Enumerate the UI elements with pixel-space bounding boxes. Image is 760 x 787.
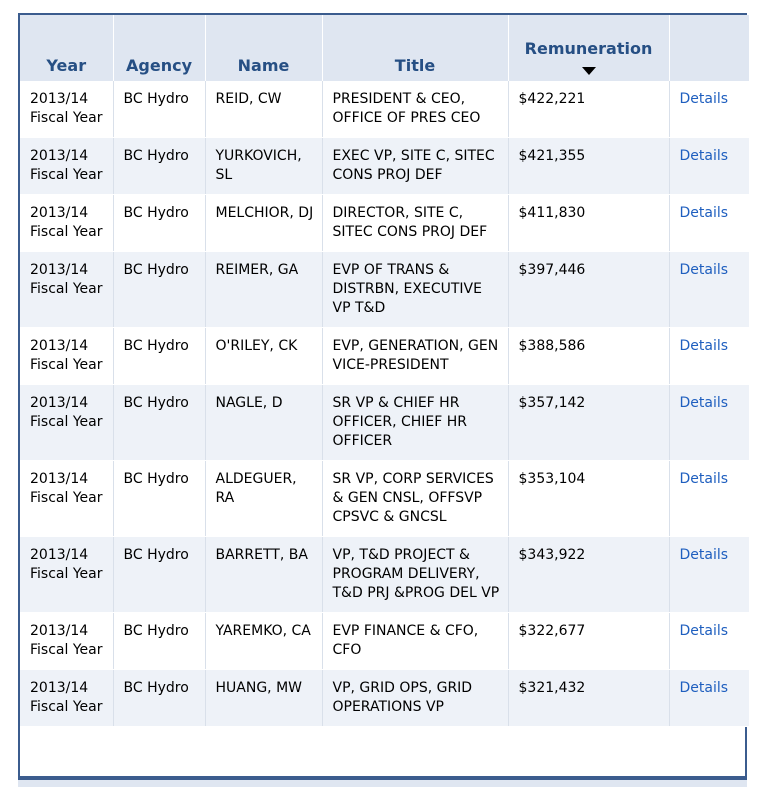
cell-details xyxy=(669,613,749,670)
table-header-row xyxy=(20,15,749,81)
cell-title: EXEC VP, SITE C, SITEC CONS PROJ DEF xyxy=(322,138,508,195)
cell-remuneration: $421,355 xyxy=(508,138,669,195)
cell-remuneration: $322,677 xyxy=(508,613,669,670)
remuneration-header-label: Remuneration xyxy=(524,39,653,58)
table-row xyxy=(20,385,749,461)
cell-details xyxy=(669,461,749,537)
cell-name: YAREMKO, CA xyxy=(205,613,322,670)
cell-name: REID, CW xyxy=(205,81,322,138)
cell-title: EVP, GENERATION, GEN VICE-PRESIDENT xyxy=(322,328,508,385)
table-row xyxy=(20,252,749,328)
column-header-name[interactable]: Name xyxy=(205,15,322,81)
cell-title: SR VP & CHIEF HR OFFICER, CHIEF HR OFFICER xyxy=(322,385,508,461)
cell-agency: BC Hydro xyxy=(113,613,205,670)
remuneration-table xyxy=(20,15,749,727)
cell-details xyxy=(669,195,749,252)
cell-name: NAGLE, D xyxy=(205,385,322,461)
cell-name: YURKOVICH, SL xyxy=(205,138,322,195)
cell-year: 2013/14 Fiscal Year xyxy=(20,195,113,252)
cell-remuneration: $422,221 xyxy=(508,81,669,138)
cell-agency: BC Hydro xyxy=(113,670,205,727)
cell-year: 2013/14 Fiscal Year xyxy=(20,385,113,461)
cell-name: HUANG, MW xyxy=(205,670,322,727)
cell-year: 2013/14 Fiscal Year xyxy=(20,461,113,537)
cell-remuneration: $321,432 xyxy=(508,670,669,727)
details-link[interactable]: Details xyxy=(679,262,729,278)
table-row xyxy=(20,461,749,537)
cell-year: 2013/14 Fiscal Year xyxy=(20,613,113,670)
cell-remuneration: $357,142 xyxy=(508,385,669,461)
cell-remuneration: $397,446 xyxy=(508,252,669,328)
details-link[interactable]: Details xyxy=(679,205,729,221)
cell-year: 2013/14 Fiscal Year xyxy=(20,670,113,727)
table-row xyxy=(20,81,749,138)
cell-year: 2013/14 Fiscal Year xyxy=(20,252,113,328)
cell-agency: BC Hydro xyxy=(113,81,205,138)
cell-agency: BC Hydro xyxy=(113,195,205,252)
column-header-year[interactable]: Year xyxy=(20,15,113,81)
cell-details xyxy=(669,537,749,613)
column-header-details xyxy=(669,15,749,81)
details-link[interactable]: Details xyxy=(679,395,729,411)
cell-agency: BC Hydro xyxy=(113,461,205,537)
column-header-title[interactable]: Title xyxy=(322,15,508,81)
cell-agency: BC Hydro xyxy=(113,138,205,195)
details-link[interactable]: Details xyxy=(679,471,729,487)
column-header-agency[interactable]: Agency xyxy=(113,15,205,81)
cell-agency: BC Hydro xyxy=(113,328,205,385)
cell-agency: BC Hydro xyxy=(113,252,205,328)
cell-title: VP, GRID OPS, GRID OPERATIONS VP xyxy=(322,670,508,727)
cell-year: 2013/14 Fiscal Year xyxy=(20,138,113,195)
cell-name: MELCHIOR, DJ xyxy=(205,195,322,252)
cell-name: O'RILEY, CK xyxy=(205,328,322,385)
table-row xyxy=(20,670,749,727)
cell-details xyxy=(669,328,749,385)
table-row xyxy=(20,613,749,670)
table-footer-bar xyxy=(18,776,747,787)
cell-details xyxy=(669,138,749,195)
table-body xyxy=(20,81,749,727)
cell-title: EVP OF TRANS & DISTRBN, EXECUTIVE VP T&D xyxy=(322,252,508,328)
details-link[interactable]: Details xyxy=(679,680,729,696)
details-link[interactable]: Details xyxy=(679,623,729,639)
cell-title: VP, T&D PROJECT & PROGRAM DELIVERY, T&D PRJ &PROG DEL VP xyxy=(322,537,508,613)
sort-down-arrow-icon[interactable] xyxy=(582,67,596,75)
cell-details xyxy=(669,81,749,138)
cell-year: 2013/14 Fiscal Year xyxy=(20,537,113,613)
cell-agency: BC Hydro xyxy=(113,537,205,613)
cell-name: REIMER, GA xyxy=(205,252,322,328)
cell-name: ALDEGUER, RA xyxy=(205,461,322,537)
cell-year: 2013/14 Fiscal Year xyxy=(20,81,113,138)
cell-details xyxy=(669,385,749,461)
cell-title: EVP FINANCE & CFO, CFO xyxy=(322,613,508,670)
table-row xyxy=(20,195,749,252)
cell-remuneration: $343,922 xyxy=(508,537,669,613)
cell-title: DIRECTOR, SITE C, SITEC CONS PROJ DEF xyxy=(322,195,508,252)
cell-title: PRESIDENT & CEO, OFFICE OF PRES CEO xyxy=(322,81,508,138)
cell-name: BARRETT, BA xyxy=(205,537,322,613)
cell-agency: BC Hydro xyxy=(113,385,205,461)
table-row xyxy=(20,537,749,613)
cell-remuneration: $411,830 xyxy=(508,195,669,252)
cell-remuneration: $353,104 xyxy=(508,461,669,537)
cell-remuneration: $388,586 xyxy=(508,328,669,385)
remuneration-table-frame xyxy=(18,13,747,783)
cell-details xyxy=(669,670,749,727)
cell-title: SR VP, CORP SERVICES & GEN CNSL, OFFSVP CPSVC & GNCSL xyxy=(322,461,508,537)
details-link[interactable]: Details xyxy=(679,547,729,563)
cell-details xyxy=(669,252,749,328)
cell-year: 2013/14 Fiscal Year xyxy=(20,328,113,385)
table-row xyxy=(20,328,749,385)
table-row xyxy=(20,138,749,195)
details-link[interactable]: Details xyxy=(679,91,729,107)
details-link[interactable]: Details xyxy=(679,148,729,164)
column-header-remuneration[interactable] xyxy=(508,15,669,81)
details-link[interactable]: Details xyxy=(679,338,729,354)
